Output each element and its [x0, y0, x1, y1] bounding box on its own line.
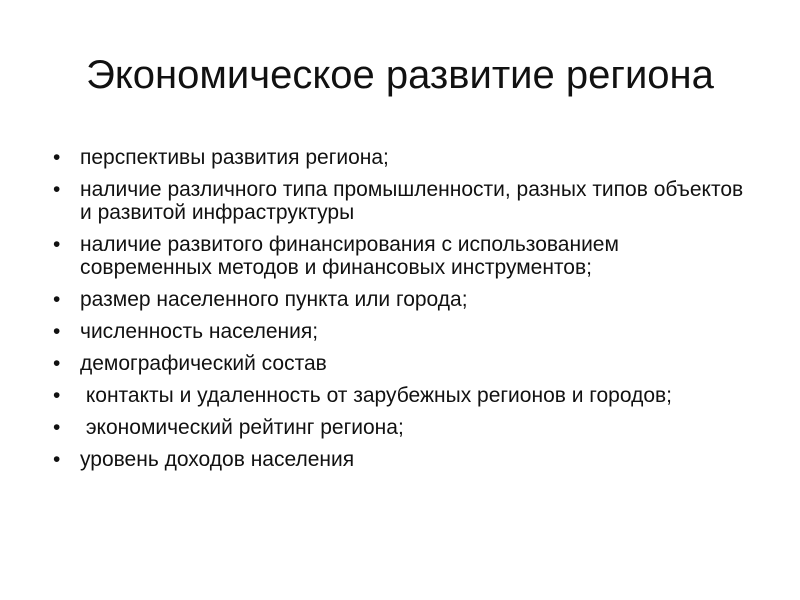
- bullet-text: численность населения;: [80, 320, 319, 343]
- bullet-dot-icon: •: [53, 384, 61, 407]
- bullet-dot-icon: •: [53, 416, 61, 439]
- bullet-dot-icon: •: [53, 448, 61, 471]
- bullet-item: [50, 416, 750, 439]
- bullet-dot-icon: •: [53, 288, 61, 311]
- bullet-item: [50, 352, 750, 375]
- bullet-item: [50, 178, 750, 224]
- bullet-dot-icon: •: [53, 233, 61, 256]
- bullet-text: контакты и удаленность от зарубежных регионов и городов;: [80, 384, 672, 407]
- bullet-item: [50, 448, 750, 471]
- bullet-item: [50, 288, 750, 311]
- bullet-text: экономический рейтинг региона;: [80, 416, 404, 439]
- bullet-dot-icon: •: [53, 320, 61, 343]
- bullet-text: демографический состав: [80, 352, 327, 375]
- bullet-text: наличие развитого финансирования с использованием современных методов и финансовых инструментов;: [80, 233, 625, 279]
- bullet-text: размер населенного пункта или города;: [80, 288, 468, 311]
- bullet-item: [50, 233, 750, 279]
- bullet-text: перспективы развития региона;: [80, 146, 389, 169]
- slide-title: Экономическое развитие региона: [86, 53, 714, 97]
- bullet-dot-icon: •: [53, 146, 61, 169]
- bullet-text: наличие различного типа промышленности, разных типов объектов и развитой инфраструктуры: [80, 178, 750, 224]
- bullet-item: [50, 146, 750, 169]
- bullet-list: [50, 146, 750, 480]
- bullet-item: [50, 320, 750, 343]
- bullet-dot-icon: •: [53, 352, 61, 375]
- bullet-item: [50, 384, 750, 407]
- bullet-text: уровень доходов населения: [80, 448, 355, 471]
- bullet-dot-icon: •: [53, 178, 61, 201]
